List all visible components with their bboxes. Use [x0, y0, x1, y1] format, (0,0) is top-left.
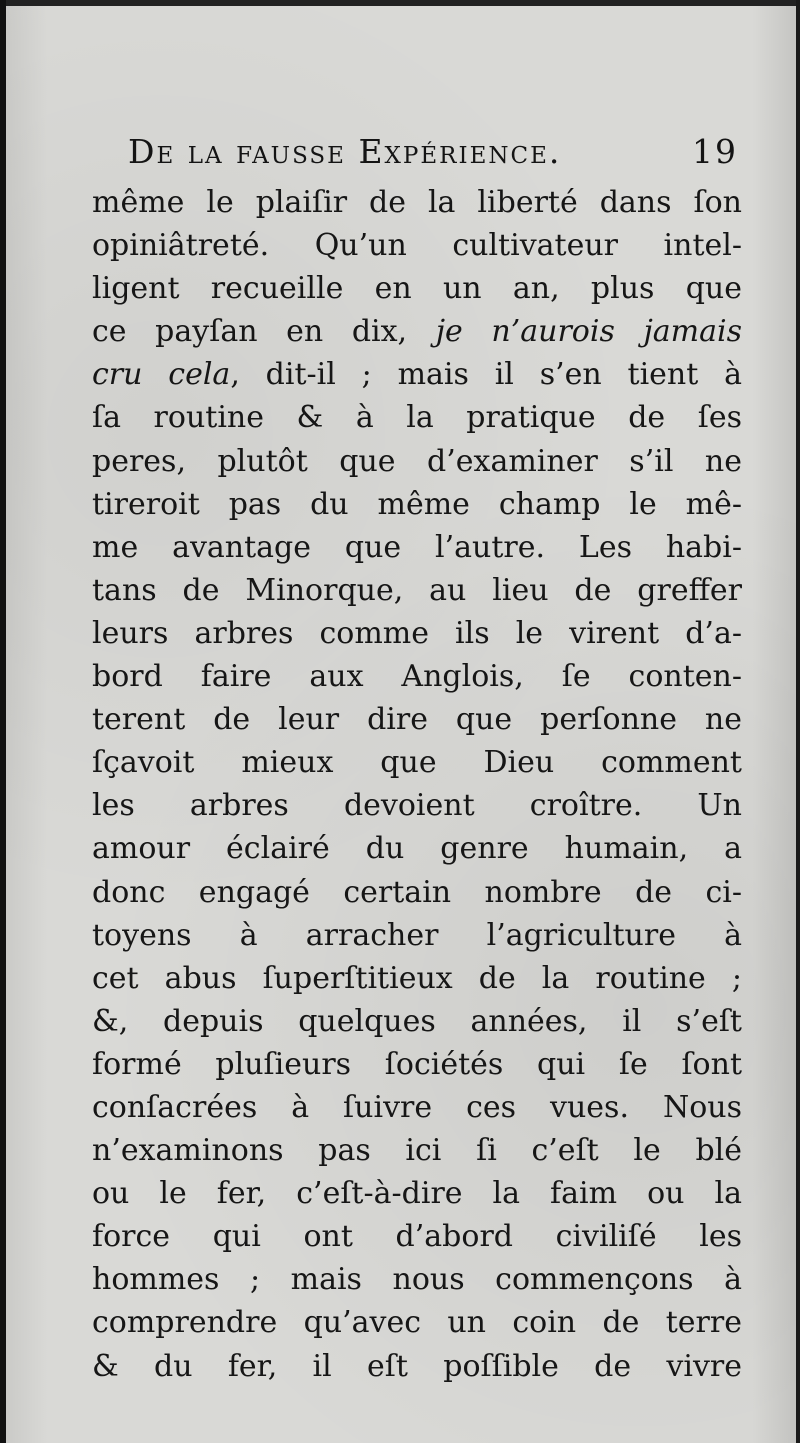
text-line-8: tireroit pas du même champ le mê- — [92, 486, 742, 522]
text-line-9: me avantage que l’autre. Les habi- — [92, 529, 742, 565]
text-line-25: force qui ont d’abord civiliſé les — [92, 1219, 742, 1255]
scan-edge-right — [796, 0, 800, 1443]
text-line-16: amour éclairé du genre humain, a — [92, 831, 742, 867]
text-line-10: tans de Minorque, au lieu de greffer — [92, 572, 742, 608]
text-line-2: opiniâtreté. Qu’un cultivateur intel- — [92, 228, 742, 264]
text-line-6: ſa routine & à la pratique de ſes — [92, 400, 742, 436]
text-line-5-roman: , dit-il ; mais il s’en tient à — [230, 357, 742, 393]
text-line-28: & du fer, il eſt poſſible de vivre — [92, 1348, 742, 1384]
text-line-20: &, depuis quelques années, il s’eſt — [92, 1003, 742, 1039]
text-line-23: n’examinons pas ici ſi c’eſt le blé — [92, 1133, 742, 1169]
text-line-5 — [92, 353, 742, 396]
scan-edge-top — [0, 0, 800, 6]
text-line-11: leurs arbres comme ils le virent d’a- — [92, 615, 742, 651]
text-line-15: les arbres devoient croître. Un — [92, 788, 742, 824]
text-line-26: hommes ; mais nous commençons à — [92, 1262, 742, 1298]
text-line-22: conſacrées à ſuivre ces vues. Nous — [92, 1089, 742, 1125]
body-text — [92, 181, 742, 1388]
text-line-13: terent de leur dire que perſonne ne — [92, 702, 742, 738]
text-line-4 — [92, 310, 742, 353]
scan-edge-left — [0, 0, 6, 1443]
text-line-4-italic: je n’aurois jamais — [435, 314, 742, 350]
text-line-7: peres, plutôt que d’examiner s’il ne — [92, 443, 742, 479]
text-line-18: toyens à arracher l’agriculture à — [92, 917, 742, 953]
text-line-5-italic: cru cela — [92, 357, 231, 393]
text-line-1: même le plaiſir de la liberté dans ſon — [92, 185, 742, 220]
text-line-24: ou le fer, c’eſt-à-dire la faim ou la — [92, 1176, 742, 1212]
text-line-27: comprendre qu’avec un coin de terre — [92, 1305, 742, 1341]
page-number: 19 — [692, 132, 738, 171]
text-line-17: donc engagé certain nombre de ci- — [92, 874, 742, 910]
text-line-19: cet abus ſuperſtitieux de la routine ; — [92, 960, 742, 996]
running-head-title: De la fausse Expérience. — [128, 132, 562, 171]
text-line-14: ſçavoit mieux que Dieu comment — [92, 745, 742, 781]
text-line-12: bord faire aux Anglois, ſe conten- — [92, 659, 742, 695]
text-line-3: ligent recueille en un an, plus que — [92, 271, 742, 307]
text-line-21: formé pluſieurs ſociétés qui ſe ſont — [92, 1046, 742, 1082]
text-line-4-roman: ce payſan en dix, — [92, 314, 436, 350]
running-head — [128, 132, 738, 180]
